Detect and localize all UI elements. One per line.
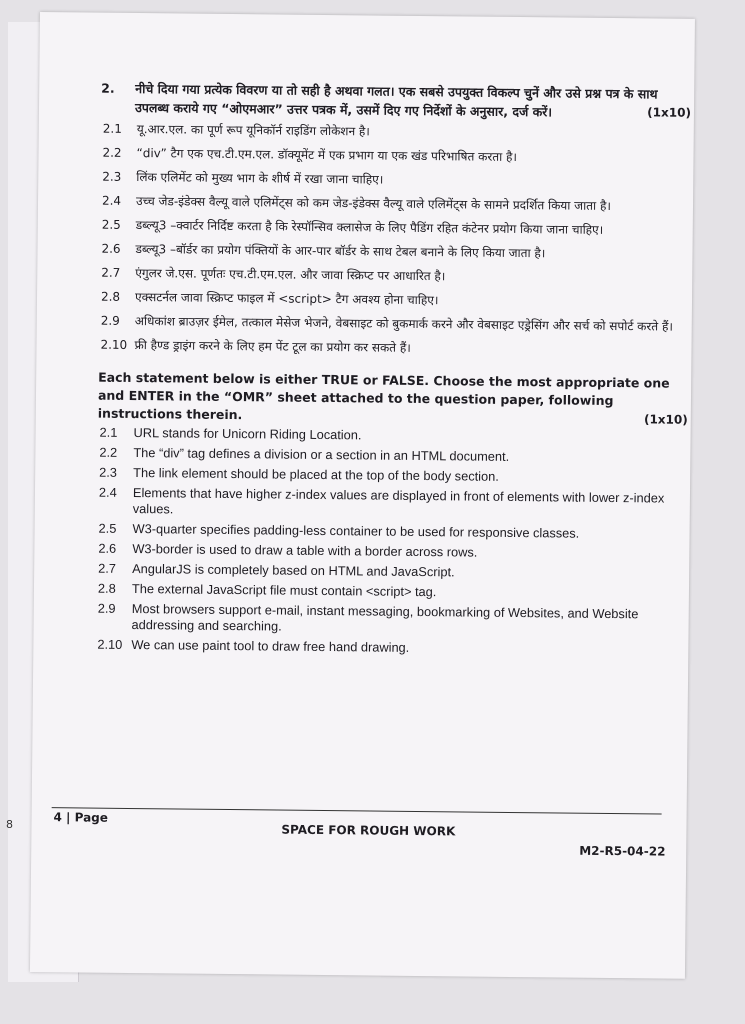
list-item: 2.8 The external JavaScript file must contain <script> tag. bbox=[97, 580, 437, 600]
marks-english: (1x10) bbox=[643, 412, 688, 427]
list-item: 2.2 “div” टैग एक एच.टी.एम.एल. डॉक्यूमेंट में एक प्रभाग या एक खंड परिभाषित करता है। bbox=[102, 145, 518, 165]
question-number: 2. bbox=[101, 80, 115, 96]
english-statements bbox=[95, 425, 687, 659]
list-item: 2.6 डब्ल्यू3 –बॉर्डर का प्रयोग पंक्तियों के आर-पार बॉर्डर के साथ टेबल बनाने के लिए किया जाता है। bbox=[101, 241, 546, 261]
english-instruction: Each statement below is either TRUE or FALSE. Choose the most appropriate one and ENTER in the “OMR” sheet attached to the question paper, following instructions therein. bbox=[97, 369, 670, 423]
list-item: 2.7 एंगुलर जे.एस. पूर्णतः एच.टी.एम.एल. और जावा स्क्रिप्ट पर आधारित है। bbox=[101, 265, 446, 284]
rough-work-label: SPACE FOR ROUGH WORK bbox=[281, 822, 456, 839]
list-item: 2.1 यू.आर.एल. का पूर्ण रूप यूनिकॉर्न राइडिंग लोकेशन है। bbox=[102, 121, 370, 139]
footer-divider bbox=[52, 807, 662, 814]
list-item: 2.1 URL stands for Unicorn Riding Location. bbox=[99, 424, 362, 443]
list-item: 2.5 W3-quarter specifies padding-less container to be used for responsive classes. bbox=[98, 520, 580, 541]
list-item: 2.3 लिंक एलिमेंट को मुख्य भाग के शीर्ष में रखा जाना चाहिए। bbox=[102, 169, 384, 187]
list-item: 2.4 Elements that have higher z-index values are displayed in front of elements with lower z-index values. bbox=[98, 484, 665, 517]
list-item: 2.10 फ्री हैण्ड ड्राइंग करने के लिए हम पेंट टूल का प्रयोग कर सकते हैं। bbox=[100, 337, 411, 355]
list-item: 2.7 AngularJS is completely based on HTML and JavaScript. bbox=[98, 560, 455, 580]
question-header-english bbox=[98, 369, 689, 429]
hindi-statements bbox=[98, 120, 690, 361]
list-item: 2.10 We can use paint tool to draw free hand drawing. bbox=[97, 636, 410, 655]
hindi-instruction: नीचे दिया गया प्रत्येक विवरण या तो सही है अथवा गलत। एक सबसे उपयुक्त विकल्प चुनें और उसे प्रश्न पत्र के साथ उपलब्ध कराये गए “ओएमआर” उत्तर पत्रक में, उसमें दिए गए निर्देशों के अनुसार, दर्ज करें। bbox=[134, 81, 658, 120]
list-item: 2.3 The link element should be placed at the top of the body section. bbox=[99, 464, 499, 484]
exam-page bbox=[30, 12, 695, 979]
question-block bbox=[95, 79, 691, 663]
list-item: 2.2 The “div” tag defines a division or a section in an HTML document. bbox=[99, 444, 510, 464]
list-item: 2.5 डब्ल्यू3 –क्वार्टर निर्दिष्ट करता है कि रेस्पॉन्सिव क्लासेज के लिए पैडिंग रहित कंटेनर प्रयोग किया जाना चाहिए। bbox=[101, 217, 604, 237]
paper-code: M2-R5-04-22 bbox=[579, 843, 666, 859]
list-item: 2.8 एक्सटर्नल जावा स्क्रिप्ट फाइल में <script> टैग अवश्य होना चाहिए। bbox=[100, 289, 439, 308]
list-item: 2.9 Most browsers support e-mail, instant messaging, bookmarking of Websites, and Website addressing and searching. bbox=[97, 600, 639, 634]
list-item: 2.4 उच्च जेड-इंडेक्स वैल्यू वाले एलिमेंट्स को कम जेड-इंडेक्स वैल्यू वाले एलिमेंट्स के सामने प्रदर्शित किया जाता है। bbox=[101, 193, 611, 213]
side-mark: 8 bbox=[6, 818, 13, 831]
page-number: 4 | Page bbox=[53, 810, 109, 825]
list-item: 2.6 W3-border is used to draw a table with a border across rows. bbox=[98, 540, 478, 560]
question-header-hindi bbox=[101, 79, 691, 123]
marks-hindi: (1x10) bbox=[647, 105, 692, 120]
list-item: 2.9 अधिकांश ब्राउज़र ईमेल, तत्काल मेसेज भेजने, वेबसाइट को बुकमार्क करने और वेबसाइट एड्रेसिंग और सर्च को सपोर्ट करते हैं। bbox=[100, 313, 674, 334]
